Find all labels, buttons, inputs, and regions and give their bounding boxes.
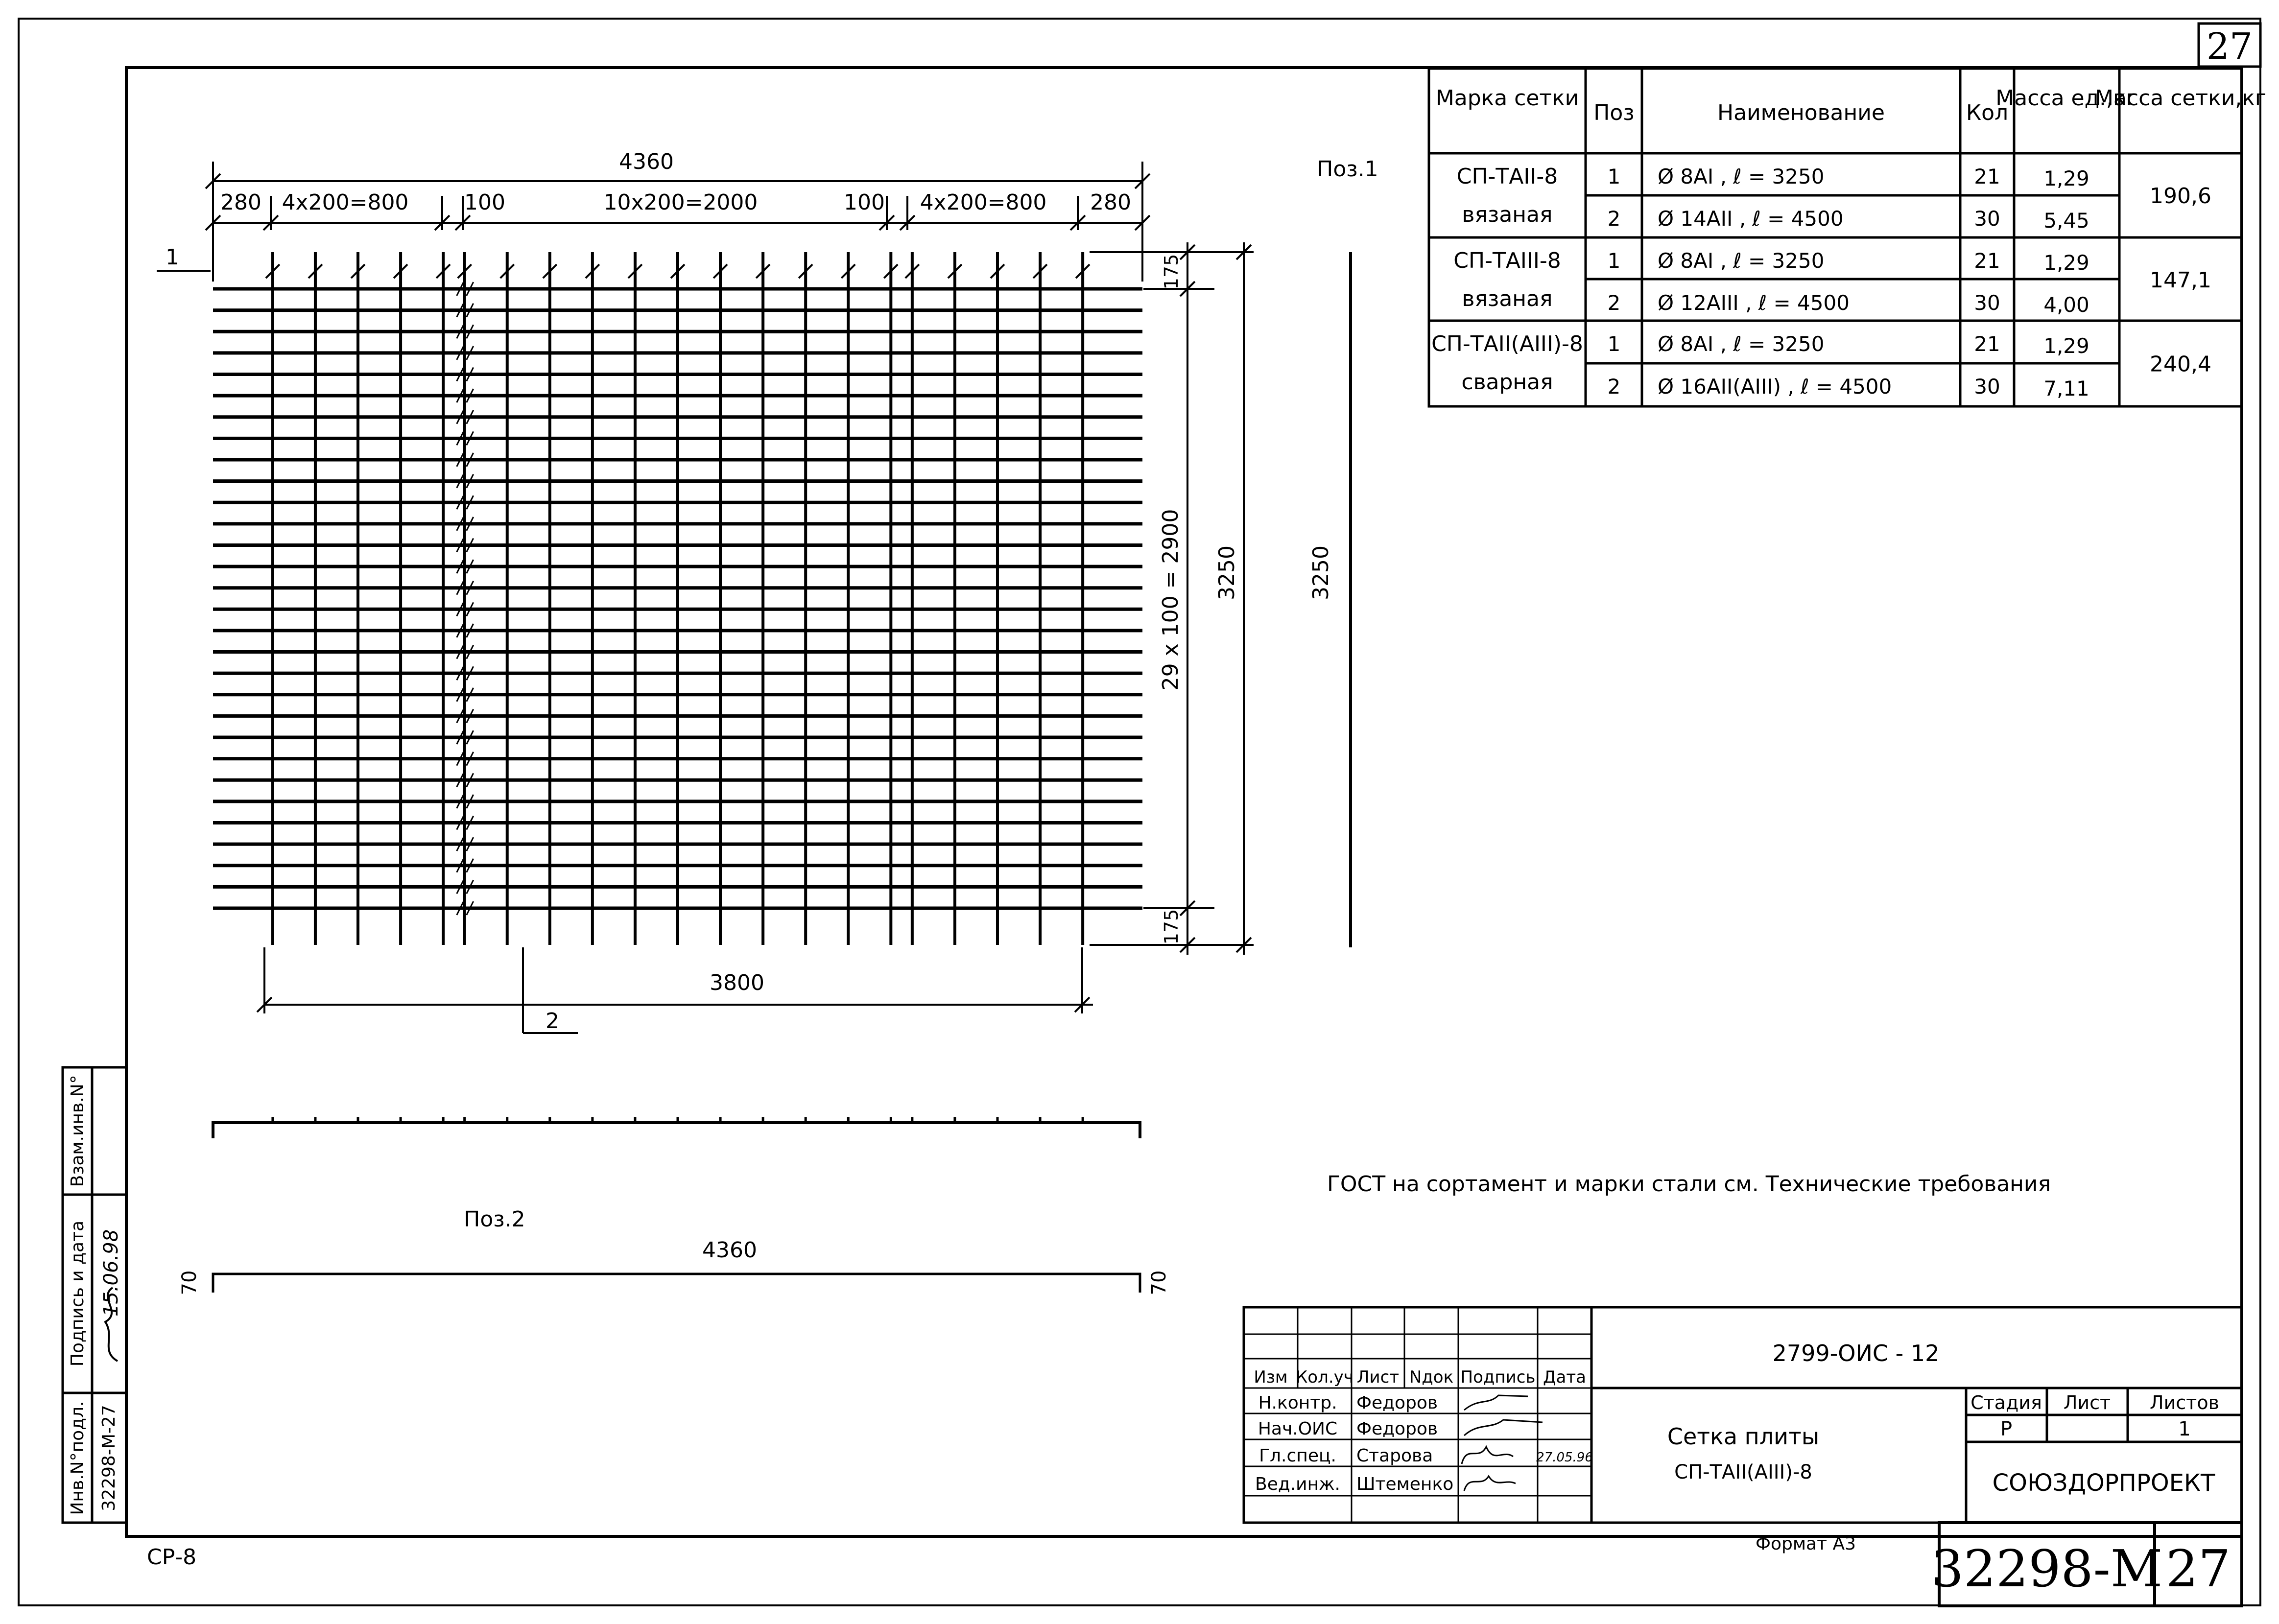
spec-row — [1608, 249, 2089, 275]
spec-row-name: Ø 8AI , ℓ = 3250 — [1658, 249, 1825, 273]
spec-header-mark: Марка сетки — [1435, 86, 1579, 111]
staff-row — [1258, 1419, 1438, 1439]
dim-seg-left-edge: 280 — [220, 190, 261, 215]
bottom-span-dimension — [257, 947, 1093, 1013]
spec-row — [1608, 207, 2089, 233]
marker-2-label: 2 — [546, 1009, 559, 1034]
spec-mark-line1: СП-ТАIII-8 — [1453, 248, 1561, 273]
spec-row — [1608, 375, 2089, 400]
spec-row-name: Ø 8AI , ℓ = 3250 — [1658, 332, 1825, 356]
spec-header-unit-mass: Масса ед.,кг — [1995, 86, 2137, 111]
staff-date: 27.05.96 — [1536, 1450, 1593, 1465]
spec-header-qty: Кол — [1966, 100, 2009, 125]
spec-row — [1608, 165, 2089, 190]
dim-bottom-span: 3800 — [710, 970, 764, 995]
staff-row — [1255, 1474, 1453, 1494]
drawing-number: 32298-М — [1931, 1539, 2163, 1599]
stage-value: Р — [2000, 1418, 2013, 1440]
revision-header: Подпись — [1460, 1367, 1536, 1387]
stage-header: Стадия — [1970, 1392, 2042, 1413]
marker-1-label: 1 — [166, 245, 179, 270]
dim-edge-bottom: 175 — [1161, 909, 1182, 945]
spec-mark-line1: СП-ТАII(AIII)-8 — [1431, 331, 1583, 356]
spec-row-unit-mass: 4,00 — [2043, 293, 2089, 317]
sheet-outer-frame — [19, 19, 2260, 1605]
pos2-dimension-bar — [213, 1274, 1140, 1293]
staff-role: Вед.инж. — [1255, 1474, 1340, 1494]
revision-header: Nдок — [1409, 1367, 1454, 1387]
side-stamp-inv-value: 32298-М-27 — [99, 1405, 119, 1511]
revision-header: Лист — [1356, 1367, 1400, 1387]
staff-name: Федоров — [1356, 1419, 1438, 1439]
spec-row-unit-mass: 1,29 — [2043, 251, 2089, 275]
dim-seg-right-edge: 280 — [1090, 190, 1131, 215]
sheets-header: Листов — [2150, 1392, 2219, 1413]
staff-name: Старова — [1356, 1446, 1433, 1466]
mesh-drawing — [213, 252, 1142, 945]
pos2-hook-right: 70 — [1148, 1270, 1170, 1295]
spec-row-unit-mass: 7,11 — [2043, 377, 2089, 400]
revision-header: Кол.уч — [1296, 1367, 1353, 1387]
gost-note: ГОСТ на сортамент и марки стали см. Технические требования — [1327, 1172, 2051, 1197]
spec-header-pos: Поз — [1593, 100, 1635, 125]
corner-sheet-number: 27 — [2206, 25, 2253, 68]
spec-mark-line2: вязаная — [1462, 202, 1553, 227]
pos2-length: 4360 — [702, 1238, 757, 1263]
sheet-header: Лист — [2063, 1392, 2111, 1413]
footer-format: Формат А3 — [1756, 1534, 1856, 1554]
pos2-label: Поз.2 — [464, 1207, 525, 1232]
pos1-length: 3250 — [1308, 545, 1333, 600]
dim-seg-left-gap: 100 — [464, 190, 505, 215]
spec-row-name: Ø 14AII , ℓ = 4500 — [1658, 207, 1844, 231]
dim-bar-spacing: 29 x 100 = 2900 — [1158, 509, 1183, 691]
staff-role: Н.контр. — [1258, 1393, 1337, 1413]
side-stamp-inv: Инв.N°подл. — [68, 1401, 88, 1515]
spec-group — [1457, 164, 2211, 233]
staff-name: Федоров — [1356, 1393, 1438, 1413]
spec-group — [1453, 248, 2211, 317]
revision-header: Изм — [1254, 1367, 1288, 1387]
revision-headers — [1254, 1367, 1586, 1387]
side-stamp-podpis: Подпись и дата — [68, 1220, 88, 1367]
spec-row-qty: 30 — [1974, 207, 2000, 231]
staff-row — [1258, 1393, 1438, 1413]
dim-seg-right-group: 4x200=800 — [920, 190, 1047, 215]
staff-signatures — [1462, 1395, 1543, 1491]
dim-seg-right-gap: 100 — [844, 190, 885, 215]
footer-left-code: СР-8 — [147, 1545, 197, 1570]
pos2-bar-with-ticks — [213, 1117, 1140, 1138]
dim-seg-middle: 10x200=2000 — [603, 190, 758, 215]
spec-row — [1608, 332, 2089, 358]
sheets-value: 1 — [2178, 1418, 2191, 1440]
spec-total-mass: 240,4 — [2150, 352, 2211, 377]
spec-mark-line1: СП-ТАII-8 — [1456, 164, 1558, 189]
spec-row-qty: 30 — [1974, 375, 2000, 399]
staff-role: Гл.спец. — [1259, 1446, 1336, 1466]
staff-role: Нач.ОИС — [1258, 1419, 1338, 1439]
staff-rows — [1255, 1393, 1593, 1494]
spec-row-unit-mass: 5,45 — [2043, 209, 2089, 233]
spec-row-qty: 30 — [1974, 291, 2000, 315]
staff-row — [1259, 1446, 1593, 1466]
spec-total-mass: 190,6 — [2150, 184, 2211, 209]
pos2-hook-left: 70 — [178, 1270, 201, 1295]
dim-edge-top: 175 — [1161, 254, 1182, 290]
doc-code: 2799-ОИС - 12 — [1772, 1340, 1940, 1366]
spec-row-qty: 21 — [1974, 332, 2000, 356]
spec-row-name: Ø 16AII(AIII) , ℓ = 4500 — [1658, 375, 1892, 399]
dim-total-height: 3250 — [1214, 545, 1239, 600]
spec-mark-line2: вязаная — [1462, 286, 1553, 311]
dim-seg-left-group: 4x200=800 — [282, 190, 409, 215]
spec-row-pos: 1 — [1607, 332, 1621, 356]
staff-name: Штеменко — [1356, 1474, 1454, 1494]
spec-row-pos: 2 — [1607, 375, 1621, 399]
spec-group — [1431, 331, 2211, 400]
spec-row-name: Ø 12AIII , ℓ = 4500 — [1658, 291, 1850, 315]
spec-row-qty: 21 — [1974, 249, 2000, 273]
spec-row-pos: 1 — [1607, 165, 1621, 188]
revision-header: Дата — [1543, 1367, 1587, 1387]
side-stamp-podpis-date: 15.06.98 — [100, 1229, 122, 1317]
sheet-number: 27 — [2165, 1539, 2231, 1599]
spec-row-unit-mass: 1,29 — [2043, 334, 2089, 358]
spec-mark-line2: сварная — [1461, 370, 1553, 395]
title-line-2: СП-ТАII(AIII)-8 — [1674, 1461, 1812, 1483]
spec-row-unit-mass: 1,29 — [2043, 166, 2089, 190]
spec-total-mass: 147,1 — [2150, 268, 2211, 293]
dim-total-width: 4360 — [619, 149, 674, 174]
spec-row-name: Ø 8AI , ℓ = 3250 — [1658, 165, 1825, 188]
side-stamp-vzam: Взам.инв.N° — [68, 1075, 88, 1187]
spec-row — [1608, 291, 2089, 317]
spec-header-total-mass: Масса сетки,кг — [2094, 86, 2267, 111]
spec-row-pos: 2 — [1607, 207, 1621, 231]
spec-table-body — [1431, 164, 2211, 400]
spec-row-pos: 1 — [1607, 249, 1621, 273]
organization: СОЮЗДОРПРОЕКТ — [1992, 1469, 2215, 1497]
spec-row-pos: 2 — [1607, 291, 1621, 315]
pos2-bar — [213, 1123, 1140, 1138]
title-line-1: Сетка плиты — [1667, 1423, 1820, 1450]
pos1-label: Поз.1 — [1317, 157, 1378, 182]
spec-row-qty: 21 — [1974, 165, 2000, 188]
spec-header-name: Наименование — [1717, 100, 1885, 125]
